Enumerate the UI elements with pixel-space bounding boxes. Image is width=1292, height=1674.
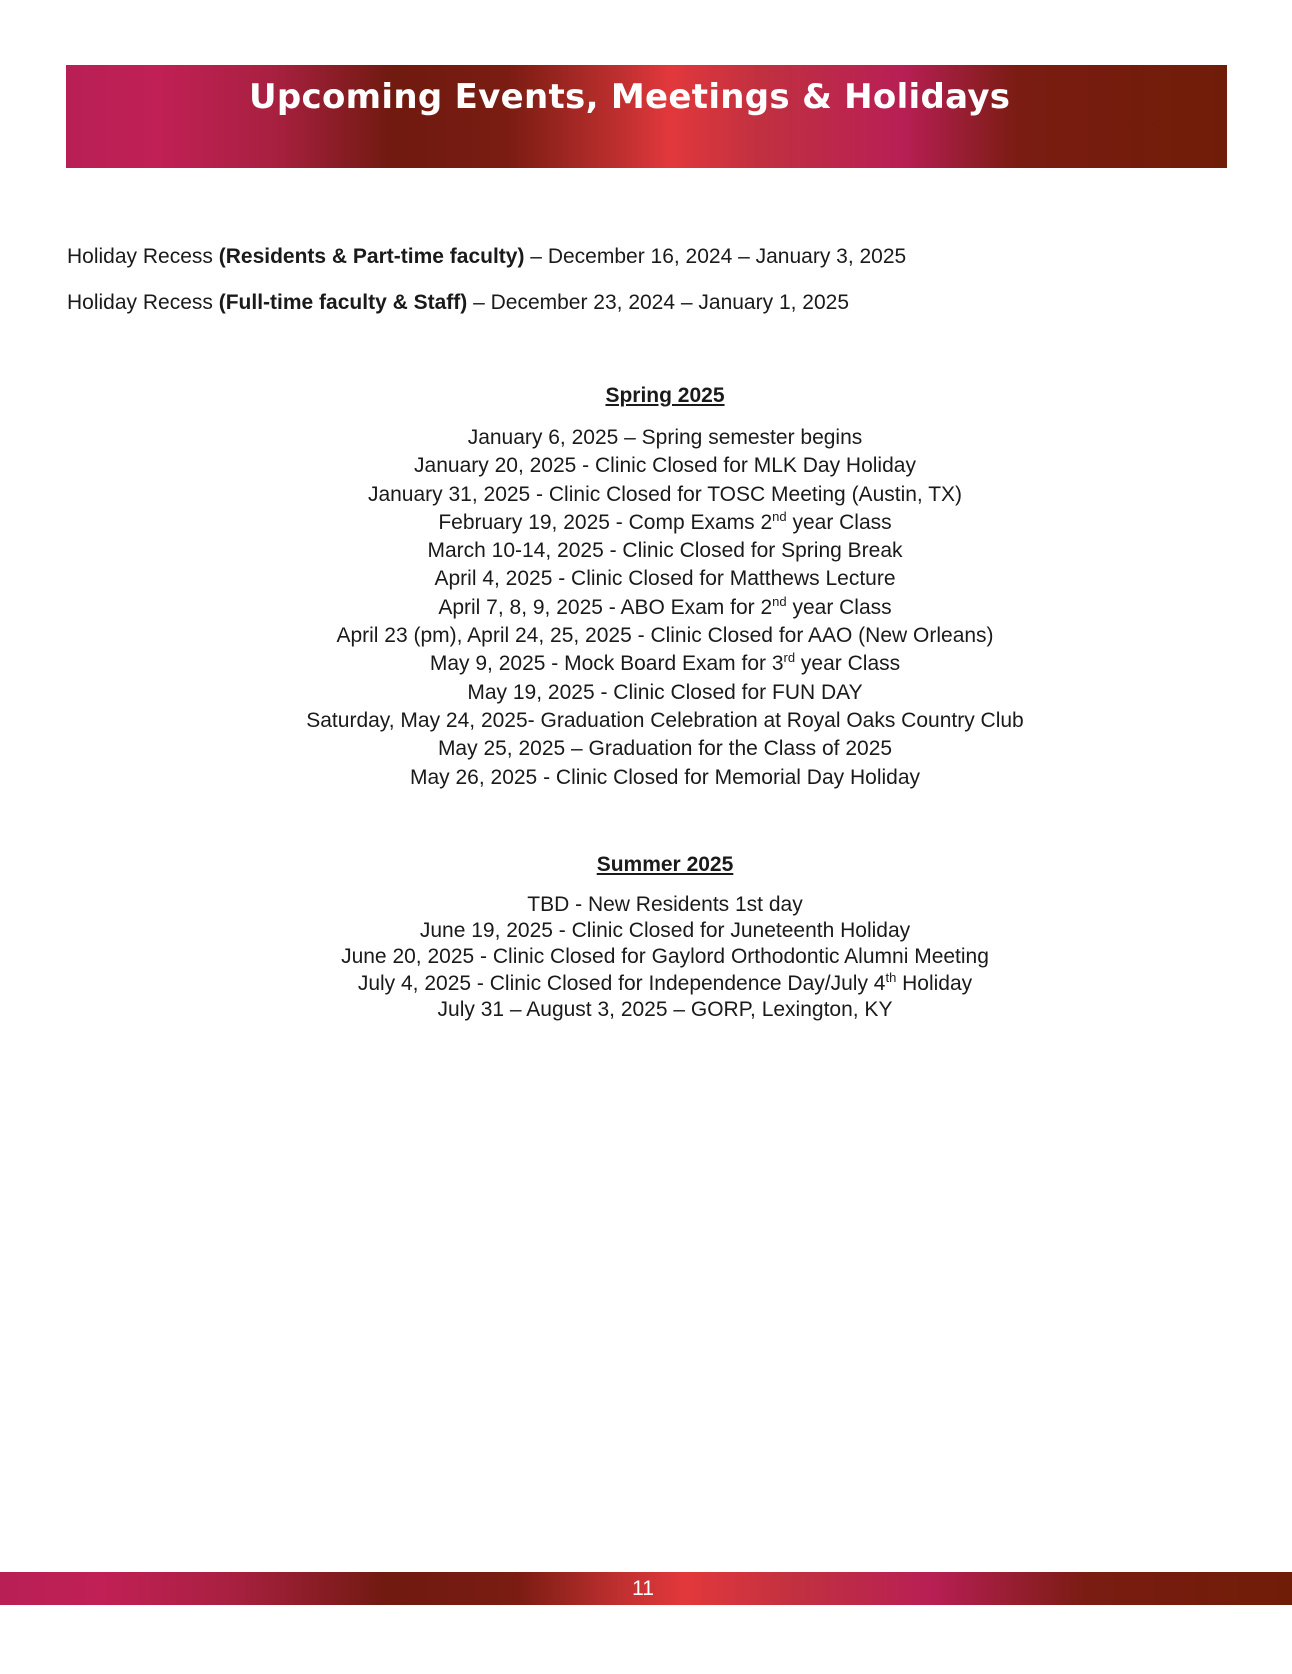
- event-item: [0, 594, 1292, 622]
- summer-event-list: [0, 892, 1292, 1023]
- event-item: Saturday, May 24, 2025- Graduation Celebration at Royal Oaks Country Club: [306, 708, 1024, 732]
- event-text: year Class: [795, 652, 901, 676]
- event-item: June 20, 2025 - Clinic Closed for Gaylord Orthodontic Alumni Meeting: [341, 945, 989, 969]
- event-item: April 4, 2025 - Clinic Closed for Matthews Lecture: [434, 567, 896, 591]
- event-text: April 7, 8, 9, 2025 - ABO Exam for 2: [438, 595, 773, 619]
- spring-event-list: [0, 424, 1292, 792]
- event-item: TBD - New Residents 1st day: [527, 893, 803, 916]
- event-item: [0, 650, 1292, 678]
- summer-section: [0, 849, 1292, 1023]
- recess-prefix: Holiday Recess: [67, 291, 219, 314]
- event-item: June 19, 2025 - Clinic Closed for Juneteenth Holiday: [419, 919, 911, 943]
- event-item: [0, 971, 1292, 997]
- footer-banner: [0, 1572, 1292, 1605]
- summer-heading: Summer 2025: [596, 853, 734, 876]
- recess-dates: – December 23, 2024 – January 1, 2025: [467, 291, 850, 314]
- page-number: 11: [632, 1577, 654, 1600]
- ordinal-suffix: rd: [783, 650, 796, 666]
- event-text: May 9, 2025 - Mock Board Exam for 3: [429, 652, 784, 676]
- event-item: April 23 (pm), April 24, 25, 2025 - Clinic Closed for AAO (New Orleans): [336, 624, 994, 648]
- event-item: May 19, 2025 - Clinic Closed for FUN DAY: [467, 680, 863, 704]
- recess-dates: – December 16, 2024 – January 3, 2025: [524, 245, 907, 268]
- event-text: February 19, 2025 - Comp Exams 2: [438, 510, 773, 534]
- recess-group: (Full-time faculty & Staff): [218, 291, 468, 314]
- recess-prefix: Holiday Recess: [67, 245, 219, 268]
- holiday-recess-staff: [67, 291, 849, 315]
- event-item: July 31 – August 3, 2025 – GORP, Lexington, KY: [437, 997, 893, 1021]
- event-item: [0, 509, 1292, 537]
- holiday-recess-residents: [67, 245, 906, 269]
- event-item: May 26, 2025 - Clinic Closed for Memorial Day Holiday: [409, 765, 921, 789]
- event-text: year Class: [786, 595, 892, 619]
- spring-heading: Spring 2025: [605, 384, 725, 407]
- ordinal-suffix: th: [885, 969, 897, 985]
- event-item: January 31, 2025 - Clinic Closed for TOSC Meeting (Austin, TX): [367, 482, 963, 506]
- recess-group: (Residents & Part-time faculty): [218, 245, 525, 268]
- spring-section: [0, 379, 1292, 792]
- event-item: May 25, 2025 – Graduation for the Class of 2025: [437, 737, 893, 761]
- page-title: Upcoming Events, Meetings & Holidays: [249, 77, 1011, 117]
- ordinal-suffix: nd: [772, 593, 787, 609]
- event-item: March 10-14, 2025 - Clinic Closed for Spring Break: [427, 539, 903, 563]
- ordinal-suffix: nd: [772, 508, 787, 524]
- event-text: July 4, 2025 - Clinic Closed for Independence Day/July 4: [357, 971, 886, 995]
- event-text: Holiday: [896, 971, 973, 995]
- event-item: January 20, 2025 - Clinic Closed for MLK Day Holiday: [414, 454, 916, 478]
- header-banner: [66, 65, 1227, 168]
- event-item: January 6, 2025 – Spring semester begins: [467, 426, 863, 449]
- event-text: year Class: [786, 510, 892, 534]
